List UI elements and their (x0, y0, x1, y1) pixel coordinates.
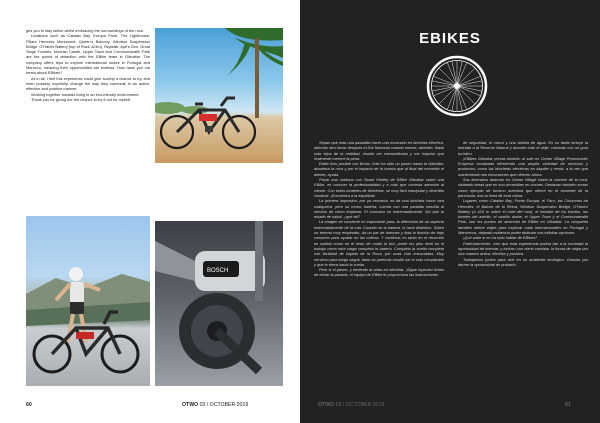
page-number-right: 61 (565, 402, 571, 408)
right-paragraph: Pero si el paseo, y teniendo la visita en bicicleta. ¡Sigue leyendo! Antes de iniciar la pasada, el equipo de EBike te proporciona las instrucciones (314, 267, 444, 278)
photo-motor-closeup (155, 221, 283, 386)
page-number-left: 60 (26, 402, 32, 408)
svg-text:BOSCH: BOSCH (207, 268, 229, 274)
right-column-2 (458, 140, 588, 267)
right-paragraph: Sus itinerarios abarcan en Ocean Village hasta la cumbre de la roca, visitando áreas que no son accesibles en coches. Destacan también zonas como ejemplo de turismo aventura que ofrece en el noroeste de la península, tras la línea de esta colina. (458, 177, 588, 198)
right-paragraph: Trabajamos juntos para vivir en un ambiente ecológico. Gracias por darme la oportunidad de probarlo. (458, 256, 588, 267)
right-paragraph: ¡EBikes Gibraltar presta también al sale en Ocean Village Promenade! Empresa localizada ofreciendo una amplia variedad de servicios y productos, como las bicicletas eléctricas en alquiler y venta, a la vez que manteniendo tan excursiones que ofrecen ahora. (458, 155, 588, 177)
right-paragraph: de seguridad, el casco y una botella de agua. En su tarifa incluye la entrada a la Reserva Natural y durante todo el viaje, contarás con un guía turístico. (458, 140, 588, 156)
issue-label: 03 / OCTOBER 2019 (334, 402, 385, 408)
left-paragraph: Thank you for giving me the chance to try it out for myself. (31, 96, 131, 102)
right-paragraph: Lugares como Catalan Bay, Punta Europa, el Faro, las Columnas de Hércules, el Balcón de la Reina, Windsor Suspension Bridge, O'Hara's Battery (a 424 m sobre el nivel del mar), el mirador de los fuertes, los túneles del asedio, el castillo árabe, el Upper Town y el Commonwealth Park, son los puntos de atracción de EBike en Gibraltar. La compañía también ofrece viajes para explorar rutas internacionales en Portugal y Marruecos, dejando evidencia poder disfrutar con infinitas opciones. (458, 198, 588, 236)
right-paragraph: Pasar una mañana con Stuart Hedley de EBike Gibraltar sobre una EBike, es conocer la profesionalidad y a más que corresta atención al cliente. Con estos modelos de bicicletas, se muy fácil manipular y divertido conducir. ¡Encuentra a la española! (314, 177, 444, 198)
photo-ebike-under-palms (155, 28, 283, 163)
magazine-name: OTWO (182, 402, 199, 408)
right-column-1 (314, 140, 444, 278)
left-paragraph: Locations such as Catalan Bay, Europa Point, The Lighthouse, Pillars Hercules Monument, Queen's Balcony, Windsor Suspension Bridge, O'Hara's Battery (top of Rock 424m), Skywalk, Ape's Den, Great Siege Tunnels, Moorish Castle, Upper Town and Commonwealth Park are the points of attraction with the EBike team in Gibraltar. The company offers trips to explore international routes in Portugal and Morocco, meaning their opportunities are endless. How have you not heard about EBikes? (26, 33, 150, 76)
right-paragraph: Ebike hizo posible con Bruno Ortiz ha sido un paseo hasta la Gibraltar, atraviesa la roca y por el impacto de la cuesta que al final del recorrido el aliento, ayuda. (314, 161, 444, 177)
left-text-column (26, 28, 150, 102)
photo-rider-with-ebike (26, 216, 150, 386)
magazine-footer-right (318, 402, 384, 408)
right-paragraph: ¡Qué sabe si no ha oído hablar de EBikes? (463, 235, 538, 241)
right-text-columns (314, 140, 588, 390)
right-paragraph: La imagen se convierte en importante para, la diferencia de un aspecto extremadamente de la ruta. Cuando en la trasera, lo hace distintivo. Sobre un terreno muy empinado, da un par de botones y lista la función de bajo consumo para ayudar en las colinas. Y continúa; es tanto en el recorrido en subida como en el resto de modo la bici, ponte los pies nivel en el trabajo como esta carga completa la batería. Completa la vuelta completa con facilidad de bajada de la Roca, por unas vías ensuciadas. Muy nervioso para luego seguir, tanto su potencia resultó ser lo más complicado y que lo eleva hacia la vuelta. (314, 219, 444, 267)
magazine-footer-left (182, 402, 248, 408)
magazine-name: OTWO (318, 402, 335, 408)
left-paragraph: All in all, I feel this experience could give society a chance to try, and even possibly hopefully, change the way they commute in an active, effective and positive manner. (26, 75, 150, 92)
right-paragraph: La primera impresión, por ya cercanía, es de una bicicleta como otra cualquiera, pero su motor, batería, cuenta con una pantalla sencilla al servicio de cómo empezar. El consumo es extremadamente. Sin que tu estado de salud, ¿qué tal? (314, 198, 444, 220)
right-paragraph: Particularmente, creo que esta experiencia podría dar a la sociedad la oportunidad de intentar, y incluso con cierto cambiar, la forma de viajar por una manera activa, efectiva y positiva. (458, 240, 588, 257)
issue-label: 03 / OCTOBER 2019 (198, 402, 249, 408)
article-title: EBIKES (419, 30, 481, 47)
left-paragraph: Working together towards living in an eco-friendly environment. (31, 91, 140, 97)
left-paragraph: ges you to stay active whilst embracing the surroundings of the rock. (26, 28, 144, 33)
bicycle-wheel-icon (426, 55, 488, 117)
right-paragraph: Sepan que esta una pasadilla hacer una excursión en bicicleta eléctrica, además otra horas después el Día Nacional cuando menos, atrevido. Nada más lejos de la realidad, resultó ser extraordinario y me impulsó que realmente merece la pena. (314, 140, 444, 161)
right-page (300, 0, 600, 423)
